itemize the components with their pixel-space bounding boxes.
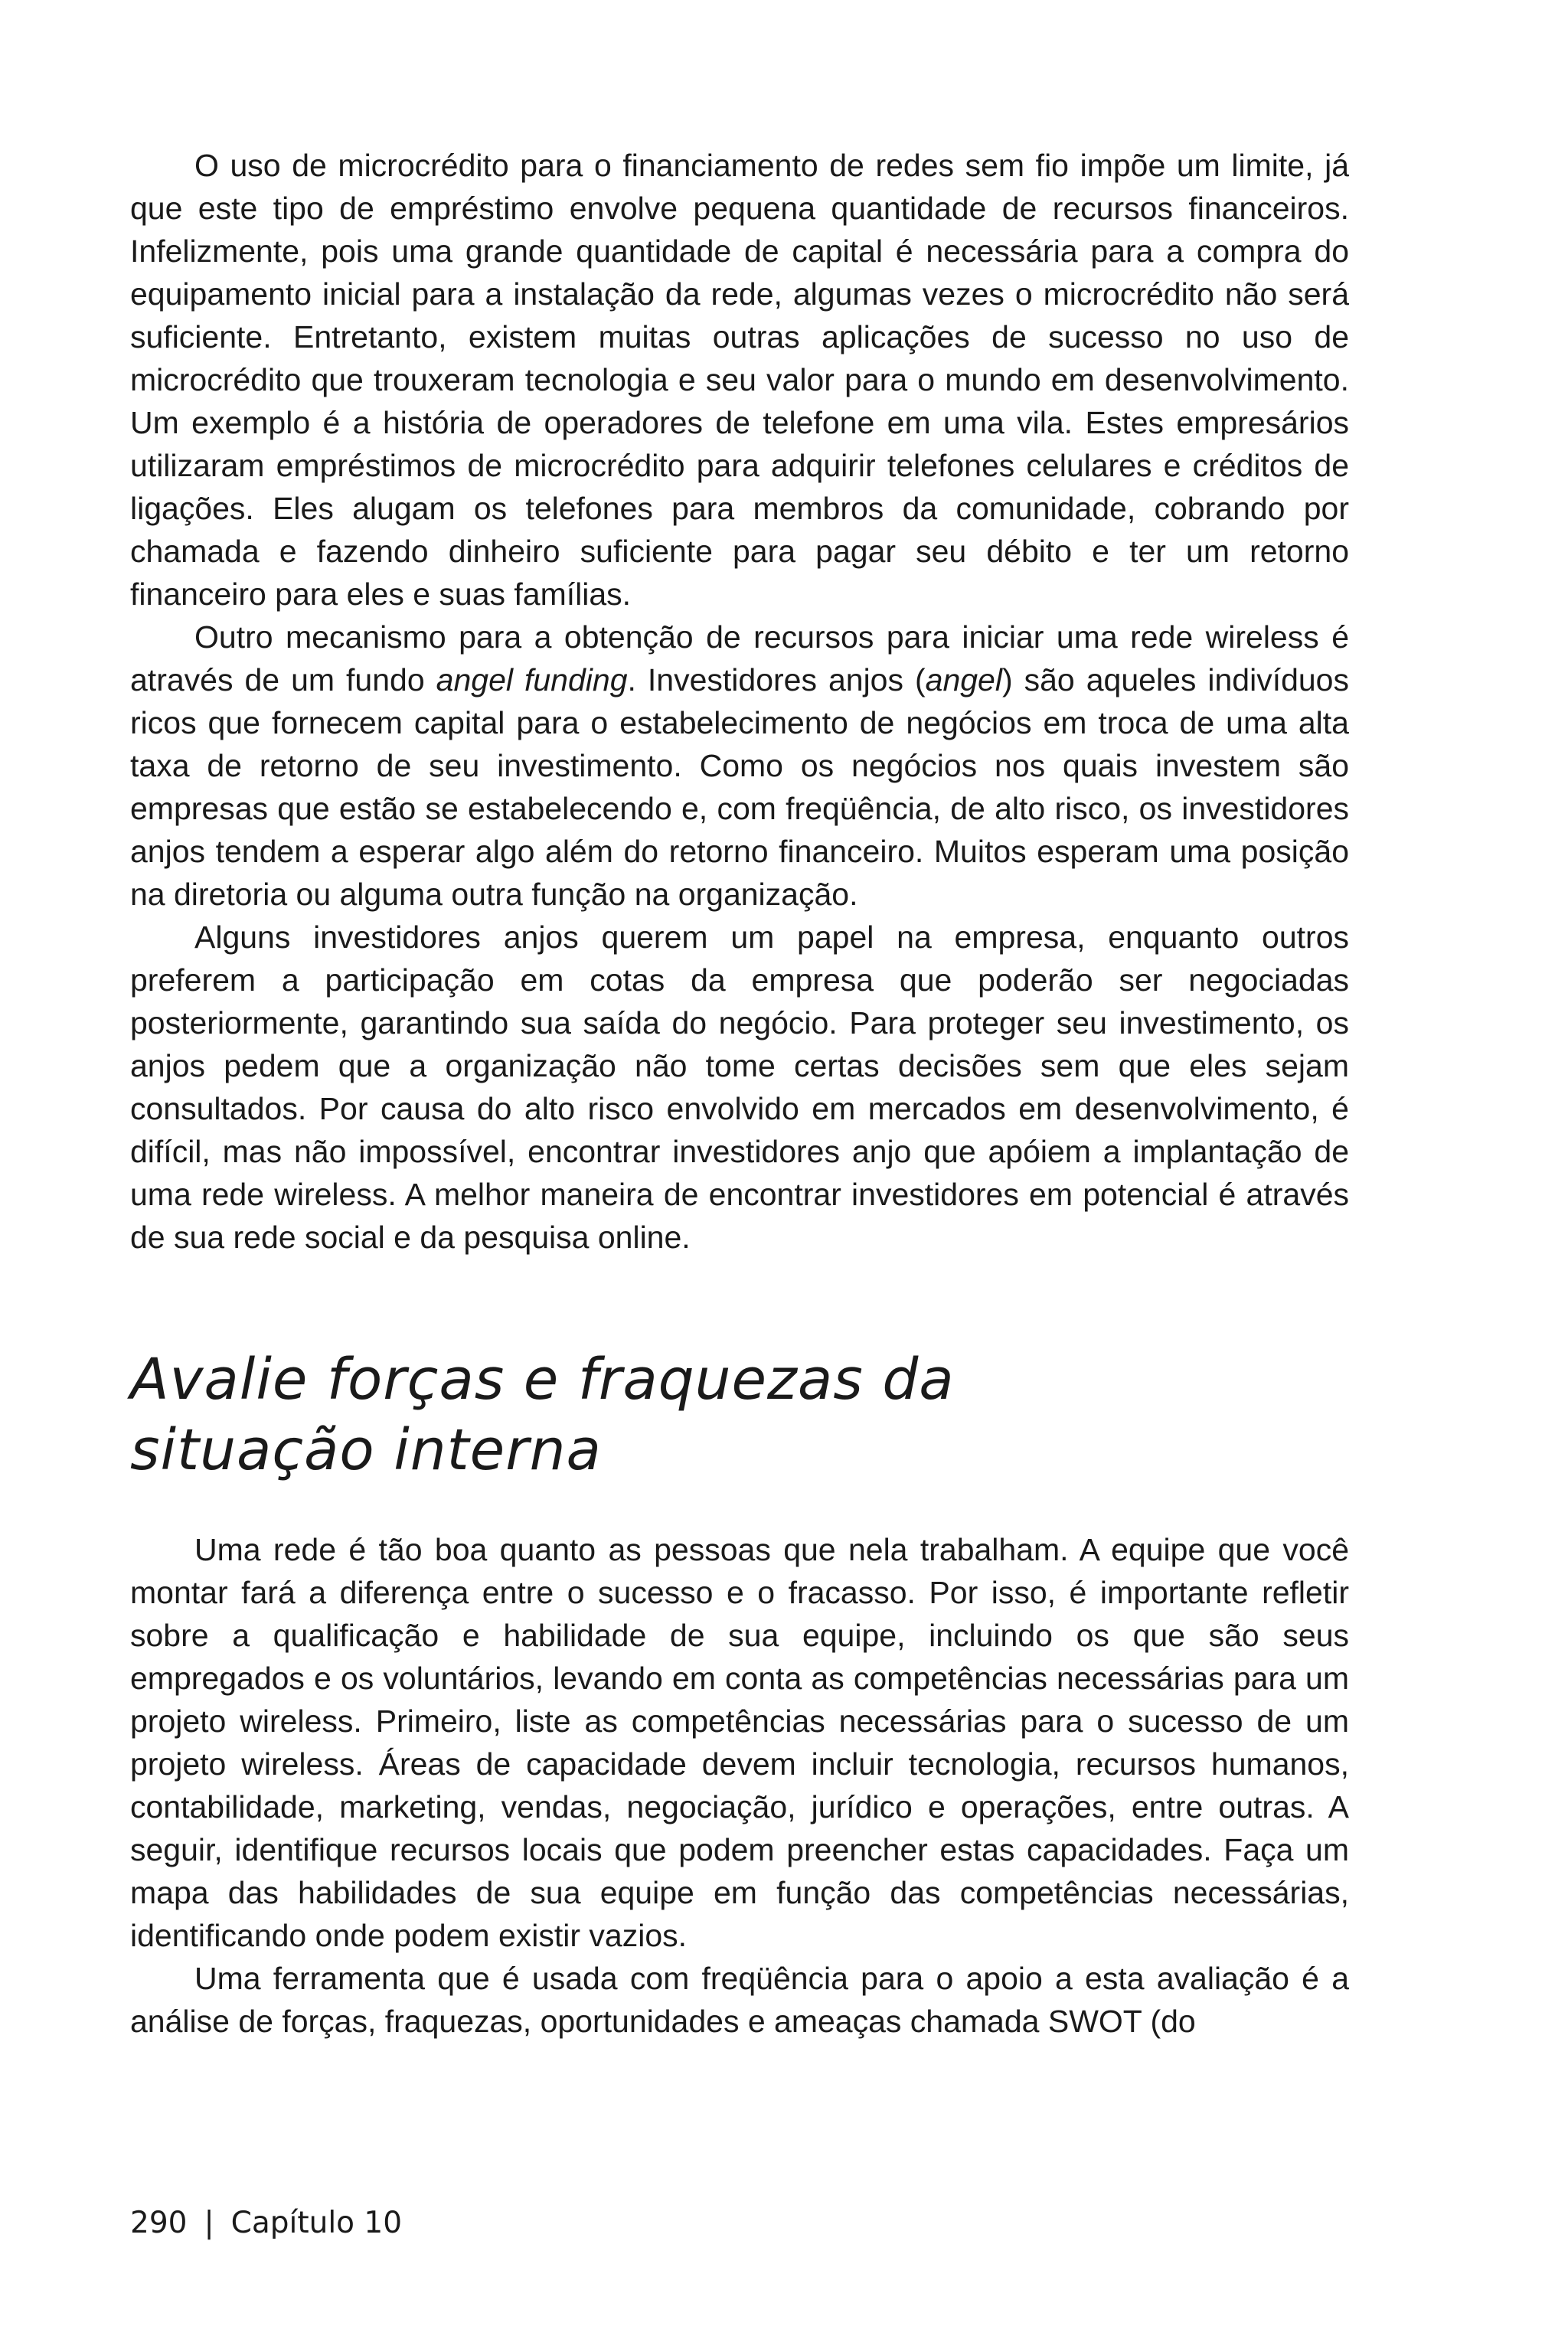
body-text-block-top (130, 144, 1349, 1259)
section-heading-line: Avalie forças e fraquezas da (130, 1347, 955, 1413)
section-heading (130, 1344, 1349, 1485)
italic-term-angel: angel (925, 662, 1002, 697)
footer-separator: | (204, 2206, 214, 2240)
page-footer (130, 2205, 402, 2242)
body-text-block-bottom (130, 1528, 1349, 2043)
paragraph-text: Outro mecanismo para a obtenção de recursos para iniciar uma rede wireless é através de um fundo (130, 619, 1349, 697)
chapter-label: Capítulo 10 (230, 2206, 403, 2240)
paragraph-angel-funding (130, 616, 1349, 916)
paragraph-swot: Uma ferramenta que é usada com freqüência para o apoio a esta avaliação é a análise de forças, fraquezas, oportunidades e ameaças chamada SWOT (do (130, 1961, 1349, 2039)
paragraph-angel-investors: Alguns investidores anjos querem um papel na empresa, enquanto outros preferem a participação em cotas da empresa que poderão ser negociadas posteriormente, garantindo sua saída do negócio. Para proteger seu investimento, os anjos pedem que a organização não tome certas decisões sem que eles sejam consultados. Por causa do alto risco envolvido em mercados em desenvolvimento, é difícil, mas não impossível, encontrar investidores anjo que apóiem a implantação de uma rede wireless. A melhor maneira de encontrar investidores em potencial é através de sua rede social e da pesquisa online. (130, 920, 1349, 1255)
page-number: 290 (130, 2206, 188, 2240)
paragraph-text: ) são aqueles indivíduos ricos que fornecem capital para o estabelecimento de negócios em troca de uma alta taxa de retorno de seu investimento. Como os negócios nos quais investem são empresas que estão se estabelecendo e, com freqüência, de alto risco, os investidores anjos tendem a esperar algo além do retorno financeiro. Muitos esperam uma posição na diretoria ou alguma outra função na organização. (130, 662, 1349, 912)
section-heading-line: situação interna (130, 1417, 602, 1483)
paragraph-team-skills: Uma rede é tão boa quanto as pessoas que nela trabalham. A equipe que você montar fará a diferença entre o sucesso e o fracasso. Por isso, é importante refletir sobre a qualificação e habilidade de sua equipe, incluindo os que são seus empregados e os voluntários, levando em conta as competências necessárias para um projeto wireless. Primeiro, liste as competências necessárias para o sucesso de um projeto wireless. Áreas de capacidade devem incluir tecnologia, recursos humanos, contabilidade, marketing, vendas, negociação, jurídico e operações, entre outras. A seguir, identifique recursos locais que podem preencher estas capacidades. Faça um mapa das habilidades de sua equipe em função das competências necessárias, identificando onde podem existir vazios. (130, 1532, 1349, 1953)
paragraph-text: . Investidores anjos ( (627, 662, 926, 697)
paragraph-microcredit: O uso de microcrédito para o financiamento de redes sem fio impõe um limite, já que este tipo de empréstimo envolve pequena quantidade de recursos financeiros. Infelizmente, pois uma grande quantidade de capital é necessária para a compra do equipamento inicial para a instalação da rede, algumas vezes o microcrédito não será suficiente. Entretanto, existem muitas outras aplicações de sucesso no uso de microcrédito que trouxeram tecnologia e seu valor para o mundo em desenvolvimento. Um exemplo é a história de operadores de telefone em uma vila. Estes empresários utilizaram empréstimos de microcrédito para adquirir telefones celulares e créditos de ligações. Eles alugam os telefones para membros da comunidade, cobrando por chamada e fazendo dinheiro suficiente para pagar seu débito e ter um retorno financeiro para eles e suas famílias. (130, 148, 1349, 612)
italic-term-angel-funding: angel funding (436, 662, 628, 697)
